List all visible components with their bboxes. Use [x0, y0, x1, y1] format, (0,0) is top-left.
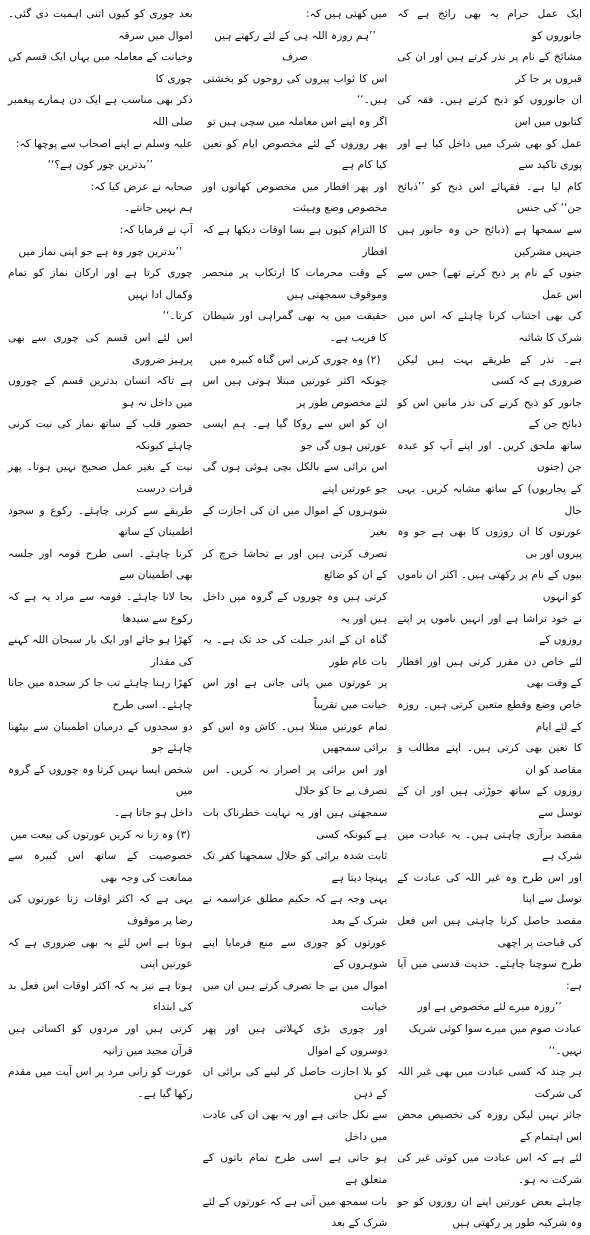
- text-line: ذکر بھی مناسب ہے ایک دن ہمارے پیغمبر صلی اللہ: [7, 94, 193, 128]
- text-line: یہی ہے کہ اکثر اوقات زنا عورتوں کی رضا پر موقوف: [7, 893, 193, 927]
- text-line: عورتوں کا ان روزوں کا بھی ہے جو وہ پیروں اور بی: [397, 526, 582, 560]
- text-line: جانور کو ذبح کرنے کی نذر مانیں اس کو ذبائح جن کے: [397, 396, 582, 431]
- text-line: علیہ وسلم نے اپنے اصحاب سے پوچھا کہ:: [15, 137, 193, 150]
- text-line: اس کا ثواب پیروں کی روحوں کو بخشتی ہیں۔‘‘: [202, 72, 388, 107]
- text-line: جائز نہیں لیکن روزہ کی تخصیص محض اس اہتمام کے: [397, 1109, 582, 1143]
- text-line: اس لئے اس قسم کی چوری سے بھی پرہیز ضروری: [7, 331, 193, 366]
- text-line: لئے ہے کہ اس عبادت میں کوئی غیر کی شرکت نہ ہو۔: [397, 1152, 582, 1187]
- text-line: ایک عمل حرام یہ بھی رائج ہے کہ جانوروں کو: [397, 8, 582, 42]
- column-middle: [201, 4, 390, 1230]
- text-line: کا التزام کیوں ہے بسا اوقات دیکھا ہے کہ افطار: [202, 223, 388, 258]
- text-line: اگر وہ اپنے اس معاملہ میں سچی ہیں تو: [207, 115, 388, 128]
- text-line: کرتا۔‘‘: [162, 310, 193, 323]
- text-line: چاہئے بعض عورتیں اپنے ان روزوں کو جو وہ شرکیہ طور پر رکھتی ہیں: [397, 1195, 582, 1230]
- text-line: خصوصیت کے ساتھ اس کبیرہ سے ممانعت کی وجہ بھی: [7, 850, 193, 884]
- text-line: (۳) وہ زنا نہ کریں عورتوں کی بیعت میں: [10, 828, 191, 841]
- text-line: کو بلا اجازت حاصل کر لینے کی برائی ان کے ذہن: [202, 1066, 388, 1100]
- text-line: اور پھر افطار میں مخصوص کھانوں اور مخصوص وضع وہیئت: [202, 180, 388, 215]
- text-line: ہے تاکہ انسان بدترین قسم کے چوروں میں داخل نہ ہو: [7, 375, 193, 409]
- text-columns: [6, 4, 584, 1230]
- text-line: شوہروں کے اموال میں ان کی اجازت کے بغیر: [202, 504, 388, 539]
- text-line: کے پجاریوں) کے ساتھ مشابہ کریں۔ یہی حال: [397, 483, 582, 517]
- text-line: صحابہ نے عرض کیا کہ:: [90, 180, 193, 193]
- text-line: سے نکل جاتی ہے اور یہ بھی ان کی عادت میں داخل: [202, 1109, 388, 1143]
- text-line: نیت کے بغیر عمل صحیح نہیں ہوتا۔ پھر قرات درست: [7, 461, 193, 496]
- text-line: جنوں کے نام پر ذبح کرتے تھے) جس سے اس عمل: [397, 267, 582, 301]
- column-right: [395, 4, 584, 1230]
- text-line: مقصد برآری چاہتی ہیں۔ یہ عبادت میں شرک ہے: [397, 828, 582, 863]
- text-line: ہوتا ہے اس لئے یہ بھی ضروری ہے کہ عورتیں اپنی: [7, 936, 193, 971]
- text-line: ساتھ ملحق کریں۔ اور اپنے آپ کو عبدہ جن (جنوں: [397, 439, 582, 474]
- text-line: ان جانوروں کو ذبح کرتے ہیں۔ فقہ کی کتابوں میں اس: [397, 94, 582, 128]
- text-line: کام لیا ہے۔ فقہائے اس ذبح کو ’’ذبائح جن‘‘ کی جنس: [397, 180, 582, 215]
- text-line: ہو جاتی ہے اسی طرح تمام باتوں کے متعلق ہے: [202, 1152, 388, 1187]
- text-line: لئے خاص دن مقرر کرتی ہیں اور افطار کے وقت بھی: [397, 655, 582, 690]
- text-line: روزوں کے ساتھ جوڑتی ہیں اور ان کے توسل سے: [397, 785, 582, 819]
- text-line: تمام عورتیں مبتلا ہیں۔ کاش وہ اس کو برائی سمجھیں: [202, 720, 388, 755]
- text-line: خاص وضع وقطع متعین کرتی ہیں۔ روزہ کے لئے ایام: [397, 699, 582, 733]
- text-line: اور چوری بڑی کہلاتی ہیں اور پھر دوسروں کے اموال: [202, 1022, 388, 1057]
- text-line: عمل کو بھی شرک میں داخل کیا ہے اور پوری تاکید سے: [397, 137, 582, 172]
- text-line: آپ نے فرمایا کہ:: [119, 223, 193, 236]
- text-line: بات سمجھ میں آتی ہے کہ عورتوں کے لئے شرک کے بعد: [202, 1195, 388, 1230]
- text-line: کھڑا ہو جائے اور ایک بار سبحان اللہ کہنے کی مقدار: [7, 634, 193, 668]
- text-line: پھر روزوں کے لئے مخصوص ایام کو تعین کیا کام ہے: [202, 137, 388, 172]
- text-line: کا تعین بھی کرتی ہیں۔ اپنے مطالب و مقاصد کو ان: [397, 742, 582, 776]
- text-line: عورتوں کو چوری سے منع فرمایا اپنے شوہروں کے: [202, 936, 388, 971]
- text-line: پر عورتوں میں پائی جاتی ہے اور اس خیانت میں تقریباً: [202, 677, 388, 711]
- text-line: ہر چند کہ کسی عبادت میں بھی غیر اللہ کی شرکت: [397, 1066, 582, 1100]
- text-line: حضور قلب کے ساتھ نماز کی نیت کرنی چاہئے کیونکہ: [7, 418, 193, 452]
- text-line: ان کو اس سے روکا گیا ہے۔ ہم ایسی عورتیں ہوں گی جو: [202, 418, 388, 452]
- text-line: بعد چوری کو کیوں اتنی اہمیت دی گئی۔ اموال میں سرقہ: [7, 8, 193, 42]
- text-line: حقیقت میں یہ بھی گمراہی اور شیطان کا فریب ہے۔: [202, 310, 388, 344]
- text-line: ثابت شدہ برائی کو حلال سمجھنا کفر تک پہنچا دیتا ہے: [202, 850, 388, 884]
- text-line: نے خود تراشا ہے اور انہیں ناموں پر اپنے روزوں کے: [397, 612, 582, 647]
- text-line: ہے۔ نذر کے طریقے بہت ہیں لیکن ضروری ہے کہ کسی: [397, 353, 582, 388]
- text-line: داخل ہو جاتا ہے۔: [114, 806, 193, 819]
- text-line: گناہ ان کے اندر جبلت کی حد تک ہے۔ یہ بات عام طور: [202, 634, 388, 668]
- text-line: ’’روزہ میرے لئے مخصوص ہے اور: [417, 1001, 562, 1014]
- text-line: چوری کرتا ہے اور ارکان نماز کو تمام وکمال ادا نہیں: [7, 267, 193, 301]
- text-line: طرح سوچنا چاہئے۔ حدیث قدسی میں آیا ہے:: [397, 958, 582, 992]
- text-line: (۲) وہ چوری کرنی اس گناہ کبیرہ میں: [209, 353, 381, 366]
- text-line: میں کھتی ہیں کہ:: [306, 8, 388, 20]
- column-left: [6, 4, 195, 1100]
- text-line: کی بھی اجتناب کرنا چاہئے کہ اس میں شرک کا شائبہ: [397, 310, 582, 344]
- text-line: سے سمجھا ہے (ذبائح جن وہ جانور ہیں جنہیں مشرکین: [397, 223, 582, 258]
- text-line: کرتی ہیں اور مردوں کو اکساتی ہیں قرآن مجید میں زانیہ: [7, 1022, 193, 1057]
- text-line: دو سجدوں کے درمیان اطمینان سے بیٹھنا چاہئے جو: [7, 720, 193, 755]
- text-line: بیوں کے نام پر رکھتی ہیں۔ اکثر ان ناموں کو انہوں: [397, 569, 582, 604]
- text-line: شخص ایسا نہیں کرتا وہ چوروں کے گروہ میں: [7, 763, 193, 798]
- text-line: کرتی ہیں وہ چوروں کے گروہ میں داخل ہیں اور یہ: [202, 591, 388, 625]
- text-line: ’’بدترین چور وہ ہے جو اپنی نماز میں: [18, 245, 183, 258]
- text-line: اور اس طرح وہ غیر اللہ کی عبادت کے توسل سے اپنا: [397, 871, 582, 906]
- text-line: ’’بدترین چور کون ہے؟‘‘: [47, 159, 153, 172]
- text-line: ’’ہم روزہ اللہ ہی کے لئے رکھتے ہیں صرف: [214, 29, 376, 64]
- text-line: ہوتا ہے نیز یہ کہ اکثر اوقات اس فعل بد کی ابتداء: [7, 979, 193, 1014]
- text-line: کرنا چاہئے۔ اسی طرح قومہ اور جلسہ بھی اطمینان سے: [7, 547, 193, 582]
- text-line: طریقے سے کرنی چاہئے۔ رکوع و سجود اطمینان کے ساتھ: [7, 504, 193, 539]
- text-line: اموال میں بے جا تصرف کرتے ہیں ان میں خیانت: [202, 979, 388, 1014]
- text-line: ہم نہیں جانتے۔: [123, 202, 193, 215]
- text-line: مشائخ کے نام پر نذر کرتے ہیں اور ان کی قبروں پر جا کر: [397, 51, 582, 85]
- text-line: کھڑا رہنا چاہئے تب جا کر سجدہ میں جانا چاہئے۔ اسی طرح: [7, 677, 193, 711]
- text-line: وخیانت کے معاملہ میں یہاں ایک قسم کی چوری کا: [7, 51, 193, 85]
- text-line: اور اس برائی پر اصرار نہ کریں۔ اس تصرف بے جا کو حلال: [202, 763, 388, 798]
- text-line: چونکہ اکثر عورتیں مبتلا ہوتی ہیں اس لئے مخصوص طور پر: [202, 375, 388, 409]
- text-line: یہی وجہ ہے کہ حکیم مطلق عزاسمہ نے شرک کے بعد: [202, 893, 388, 927]
- text-line: سمجھتی ہیں اور یہ نہایت خطرناک بات ہے کیونکہ کسی: [202, 806, 388, 841]
- text-line: بجا لانا چاہئے۔ قومہ سے مراد یہ ہے کہ رکوع سے سیدھا: [7, 591, 193, 625]
- text-line: مقصد حاصل کرنا چاہتی ہیں اس فعل کی قباحت پر اچھی: [397, 914, 582, 949]
- text-line: نہیں۔‘‘: [548, 1044, 582, 1057]
- text-line: تصرف کرتی ہیں اور بے تحاشا خرچ کر کے ان کو ضائع: [202, 547, 388, 582]
- text-line: عورت کو زانی مرد پر اس آیت میں مقدم رکھا گیا ہے۔: [7, 1066, 193, 1100]
- text-line: عبادت صوم میں میرے سوا کوئی شریک: [408, 1022, 582, 1035]
- text-line: کے وقت محرمات کا ارتکاب پر منحصر وموقوف سمجھتی ہیں: [202, 267, 388, 301]
- text-line: اس برائی سے بالکل بچی ہوئی ہوں گی جو عورتیں اپنے: [202, 461, 388, 496]
